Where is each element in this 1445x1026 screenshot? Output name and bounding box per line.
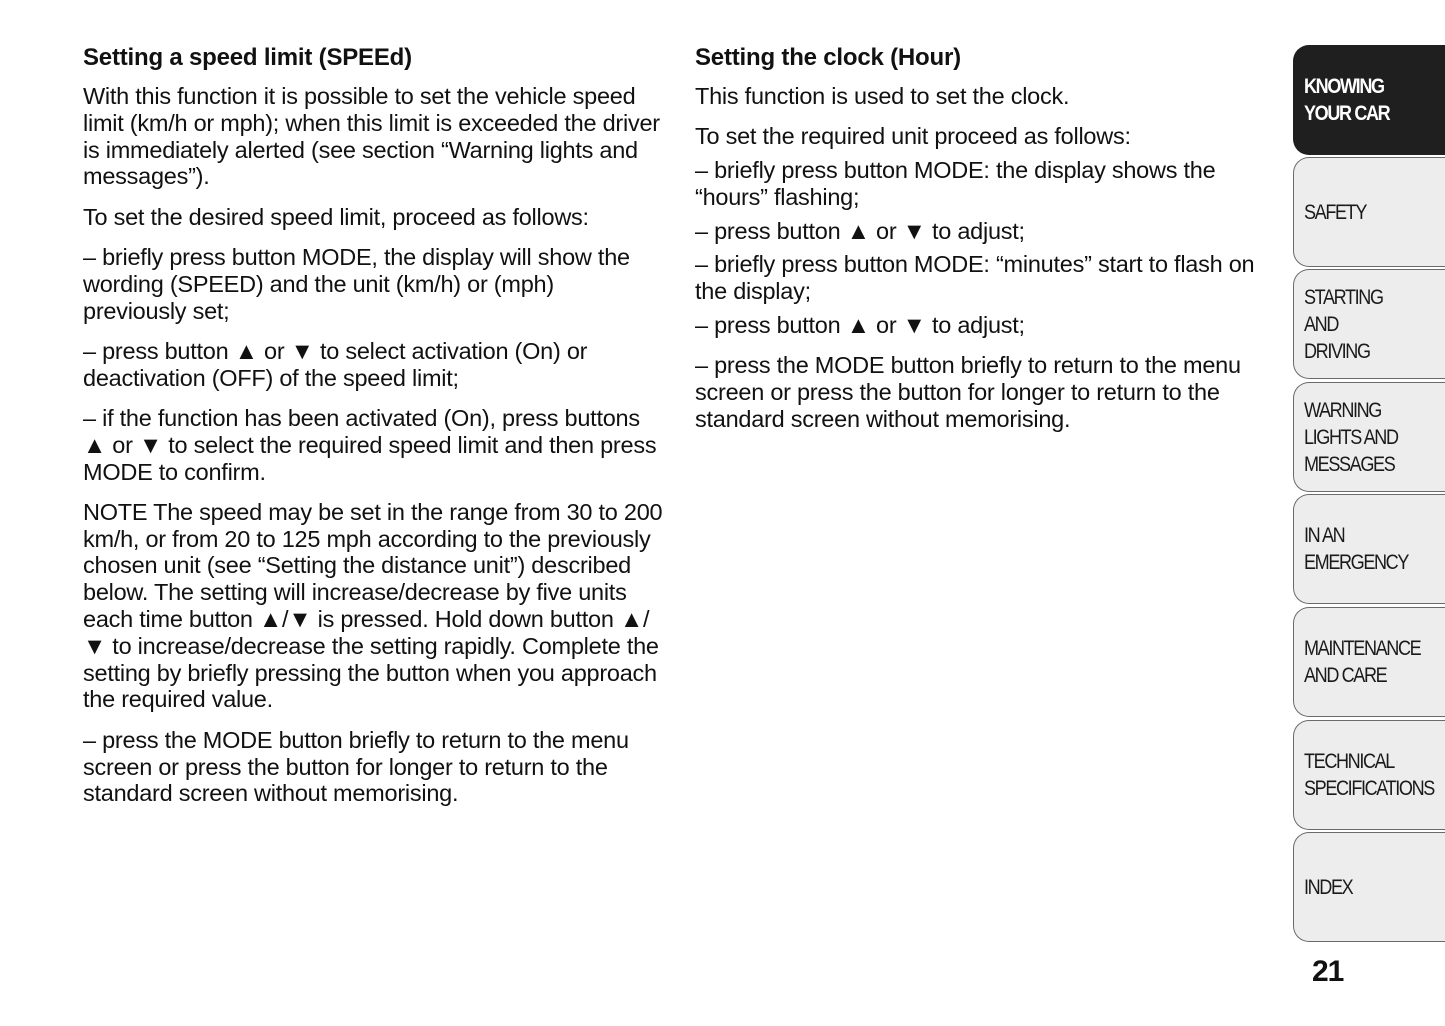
paragraph: To set the desired speed limit, proceed as follows: bbox=[83, 203, 589, 230]
right-column bbox=[695, 44, 1275, 446]
tab-warning-lights-and-messages[interactable] bbox=[1293, 382, 1445, 492]
tab-label: KNOWING YOUR CAR bbox=[1304, 75, 1390, 125]
paragraph: – briefly press button MODE: “minutes” start to flash on the display; bbox=[695, 251, 1255, 305]
paragraph: – press the MODE button briefly to return to the menu screen or press the button for longer to return to the standard screen without memorising. bbox=[695, 352, 1241, 432]
paragraph: – press the MODE button briefly to return to the menu screen or press the button for longer to return to the standard screen without memorising. bbox=[83, 726, 629, 807]
tab-maintenance-and-care[interactable] bbox=[1293, 607, 1445, 717]
tab-in-an-emergency[interactable] bbox=[1293, 494, 1445, 604]
tab-label: MAINTENANCE AND CARE bbox=[1304, 637, 1421, 687]
tab-label: SAFETY bbox=[1304, 200, 1367, 224]
note-paragraph: NOTE The speed may be set in the range from 30 to 200 km/h, or from 20 to 125 mph according to the previously chosen unit (see “Setting the distance unit”) described below. The setting will increase/decrease by five units each time button ▲/▼ is pressed. Hold down button ▲/▼ to increase/decrease the setting rapidly. Complete the setting by briefly pressing the button when you approach the required value. bbox=[83, 498, 663, 713]
tab-label: WARNING LIGHTS AND MESSAGES bbox=[1304, 398, 1398, 476]
tab-technical-specifications[interactable] bbox=[1293, 720, 1445, 830]
paragraph: – press button ▲ or ▼ to adjust; bbox=[695, 312, 1025, 339]
section-heading-clock: Setting the clock (Hour) bbox=[695, 44, 961, 71]
paragraph: – briefly press button MODE, the display will show the wording (SPEED) and the unit (km/h) or (mph) previously set; bbox=[83, 243, 630, 324]
tab-index[interactable] bbox=[1293, 832, 1445, 942]
paragraph: – briefly press button MODE: the display shows the “hours” flashing; bbox=[695, 157, 1216, 210]
tab-starting-and-driving[interactable] bbox=[1293, 269, 1445, 379]
page-number: 21 bbox=[1312, 955, 1344, 988]
tab-label: IN AN EMERGENCY bbox=[1304, 524, 1409, 574]
tab-label: STARTING AND DRIVING bbox=[1304, 285, 1383, 363]
paragraph: – press button ▲ or ▼ to select activation (On) or deactivation (OFF) of the speed limit; bbox=[83, 337, 588, 391]
section-heading-speed-limit: Setting a speed limit (SPEEd) bbox=[83, 44, 412, 71]
tab-label: TECHNICAL SPECIFICATIONS bbox=[1304, 750, 1434, 800]
tab-knowing-your-car[interactable] bbox=[1293, 45, 1445, 155]
left-column bbox=[83, 44, 663, 821]
tab-label: INDEX bbox=[1304, 875, 1353, 899]
paragraph: To set the required unit proceed as follows: bbox=[695, 123, 1131, 150]
paragraph: With this function it is possible to set the vehicle speed limit (km/h or mph); when this limit is exceeded the driver is immediately alerted (see section “Warning lights and messages”). bbox=[83, 83, 660, 190]
tab-safety[interactable] bbox=[1293, 157, 1445, 267]
paragraph: – if the function has been activated (On), press buttons ▲ or ▼ to select the required speed limit and then press MODE to confirm. bbox=[83, 404, 657, 485]
paragraph: This function is used to set the clock. bbox=[695, 83, 1070, 109]
paragraph: – press button ▲ or ▼ to adjust; bbox=[695, 217, 1025, 244]
